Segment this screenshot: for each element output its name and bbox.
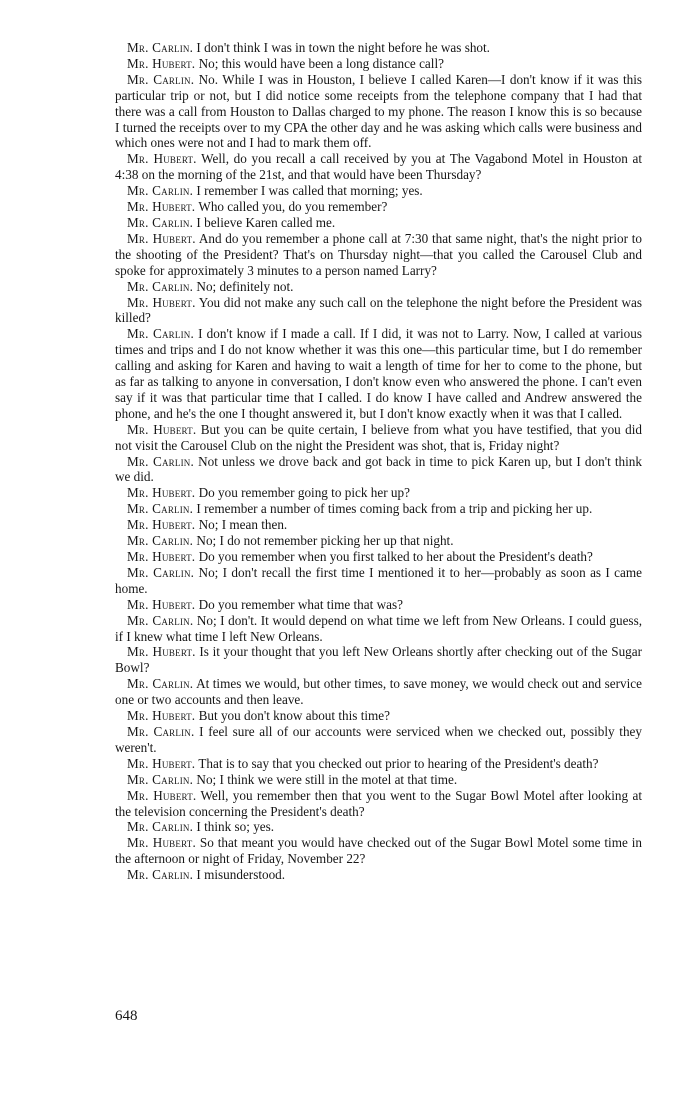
speaker-name: Mr. Carlin. <box>127 771 194 787</box>
statement-text: No; I think we were still in the motel at that time. <box>196 771 458 787</box>
statement-text: Do you remember going to pick her up? <box>198 485 410 501</box>
speaker-name: Mr. Carlin. <box>127 453 194 469</box>
testimony-paragraph <box>115 867 642 883</box>
testimony-paragraph <box>115 295 642 327</box>
transcript-body <box>115 40 642 883</box>
statement-text: You did not make any such call on the telephone the night before the President was killed? <box>115 294 642 326</box>
statement-text: But you don't know about this time? <box>198 708 390 724</box>
testimony-paragraph <box>115 215 642 231</box>
statement-text: I misunderstood. <box>196 867 286 883</box>
statement-text: So that meant you would have checked out of the Sugar Bowl Motel some time in the afternoon or night of Friday, November 22? <box>115 835 642 867</box>
speaker-name: Mr. Carlin. <box>127 71 195 87</box>
testimony-paragraph <box>115 549 642 565</box>
speaker-name: Mr. Hubert. <box>127 517 196 533</box>
speaker-name: Mr. Hubert. <box>127 55 196 71</box>
statement-text: I think so; yes. <box>196 819 275 835</box>
testimony-paragraph <box>115 756 642 772</box>
testimony-paragraph <box>115 279 642 295</box>
statement-text: I remember I was called that morning; yes. <box>196 183 423 199</box>
speaker-name: Mr. Carlin. <box>127 533 194 549</box>
testimony-paragraph <box>115 40 642 56</box>
statement-text: I feel sure all of our accounts were serviced when we checked out, possibly they weren't. <box>115 723 642 755</box>
speaker-name: Mr. Carlin. <box>127 723 195 739</box>
testimony-paragraph <box>115 56 642 72</box>
testimony-paragraph <box>115 454 642 486</box>
testimony-paragraph <box>115 644 642 676</box>
testimony-paragraph <box>115 565 642 597</box>
speaker-name: Mr. Carlin. <box>127 40 194 55</box>
testimony-paragraph <box>115 676 642 708</box>
statement-text: Well, do you recall a call received by you at The Vagabond Motel in Houston at 4:38 on the morning of the 21st, and that would have been Thursday? <box>115 151 642 183</box>
speaker-name: Mr. Carlin. <box>127 676 194 692</box>
testimony-paragraph <box>115 485 642 501</box>
speaker-name: Mr. Hubert. <box>127 596 196 612</box>
speaker-name: Mr. Carlin. <box>127 867 194 883</box>
speaker-name: Mr. Hubert. <box>127 151 197 167</box>
testimony-paragraph <box>115 819 642 835</box>
speaker-name: Mr. Hubert. <box>127 787 197 803</box>
speaker-name: Mr. Hubert. <box>127 708 196 724</box>
statement-text: I don't know if I made a call. If I did, it was not to Larry. Now, I called at various times and trips and I do not know whether it was this one—this particular time, but I do remember calling and asking for Karen and having to wait a length of time for her to come to the phone, but as far as talking to anyone in conversation, I don't know even who answered the phone. I can't even say if it was that particular time that I called. I do know I have called and Andrew answered the phone, and he's the one I thought answered it, but I don't know exactly when it was that I called. <box>115 326 643 421</box>
statement-text: No; I don't. It would depend on what time we left from New Orleans. I could guess, if I knew what time I left New Orleans. <box>115 612 642 644</box>
testimony-paragraph <box>115 326 642 421</box>
speaker-name: Mr. Hubert. <box>127 835 196 851</box>
speaker-name: Mr. Hubert. <box>127 199 196 215</box>
statement-text: I remember a number of times coming back from a trip and picking her up. <box>196 501 593 517</box>
statement-text: No; I do not remember picking her up that night. <box>196 533 454 549</box>
statement-text: No; I don't recall the first time I mentioned it to her—probably as soon as I came home. <box>115 564 642 596</box>
speaker-name: Mr. Hubert. <box>127 230 196 246</box>
testimony-paragraph <box>115 183 642 199</box>
statement-text: Well, you remember then that you went to the Sugar Bowl Motel after looking at the television concerning the President's death? <box>115 787 642 819</box>
testimony-paragraph <box>115 72 642 152</box>
speaker-name: Mr. Hubert. <box>127 644 196 660</box>
speaker-name: Mr. Carlin. <box>127 819 194 835</box>
testimony-paragraph <box>115 772 642 788</box>
testimony-paragraph <box>115 708 642 724</box>
testimony-paragraph <box>115 501 642 517</box>
statement-text: No; this would have been a long distance call? <box>198 55 444 71</box>
statement-text: Do you remember when you first talked to her about the President's death? <box>198 549 593 564</box>
statement-text: But you can be quite certain, I believe from what you have testified, that you did not visit the Carousel Club on the night the President was shot, that is, Friday night? <box>115 421 642 453</box>
speaker-name: Mr. Hubert. <box>127 549 196 564</box>
statement-text: That is to say that you checked out prior to hearing of the President's death? <box>198 755 599 771</box>
speaker-name: Mr. Carlin. <box>127 214 194 230</box>
statement-text: And do you remember a phone call at 7:30 that same night, that's the night prior to the shooting of the President? That's on Thursday night—that you called the Carousel Club and spoke for approximately 3 minutes to a person named Larry? <box>115 230 642 278</box>
statement-text: Is it your thought that you left New Orleans shortly after checking out of the Sugar Bowl? <box>115 644 642 676</box>
page-number: 648 <box>115 1008 138 1024</box>
testimony-paragraph <box>115 199 642 215</box>
statement-text: No; definitely not. <box>196 278 294 294</box>
testimony-paragraph <box>115 422 642 454</box>
statement-text: Not unless we drove back and got back in time to pick Karen up, but I don't think we did. <box>115 453 642 485</box>
speaker-name: Mr. Carlin. <box>127 612 194 628</box>
speaker-name: Mr. Carlin. <box>127 564 195 580</box>
speaker-name: Mr. Hubert. <box>127 485 196 501</box>
speaker-name: Mr. Carlin. <box>127 501 194 517</box>
speaker-name: Mr. Hubert. <box>127 421 197 437</box>
testimony-paragraph <box>115 231 642 279</box>
statement-text: I don't think I was in town the night before he was shot. <box>196 40 490 55</box>
speaker-name: Mr. Hubert. <box>127 294 196 310</box>
testimony-paragraph <box>115 835 642 867</box>
testimony-paragraph <box>115 788 642 820</box>
testimony-paragraph <box>115 533 642 549</box>
statement-text: No. While I was in Houston, I believe I called Karen—I don't know if it was this particular trip or not, but I did notice some receipts from the telephone company that I had that there was a call from Houston to Dallas charged to my phone. The reason I know this is so because I turned the receipts over to my CPA the other day and he was asking which calls were business and which ones were not and I had to mark them off. <box>115 71 642 151</box>
statement-text: No; I mean then. <box>198 517 288 533</box>
speaker-name: Mr. Carlin. <box>127 326 194 342</box>
testimony-paragraph <box>115 597 642 613</box>
speaker-name: Mr. Carlin. <box>127 183 194 199</box>
statement-text: Do you remember what time that was? <box>198 596 403 612</box>
testimony-paragraph <box>115 151 642 183</box>
statement-text: At times we would, but other times, to save money, we would check out and service one or two accounts and then leave. <box>115 676 642 708</box>
speaker-name: Mr. Hubert. <box>127 755 196 771</box>
statement-text: Who called you, do you remember? <box>198 199 388 215</box>
speaker-name: Mr. Carlin. <box>127 278 194 294</box>
testimony-paragraph <box>115 517 642 533</box>
statement-text: I believe Karen called me. <box>196 214 336 230</box>
testimony-paragraph <box>115 724 642 756</box>
testimony-paragraph <box>115 613 642 645</box>
